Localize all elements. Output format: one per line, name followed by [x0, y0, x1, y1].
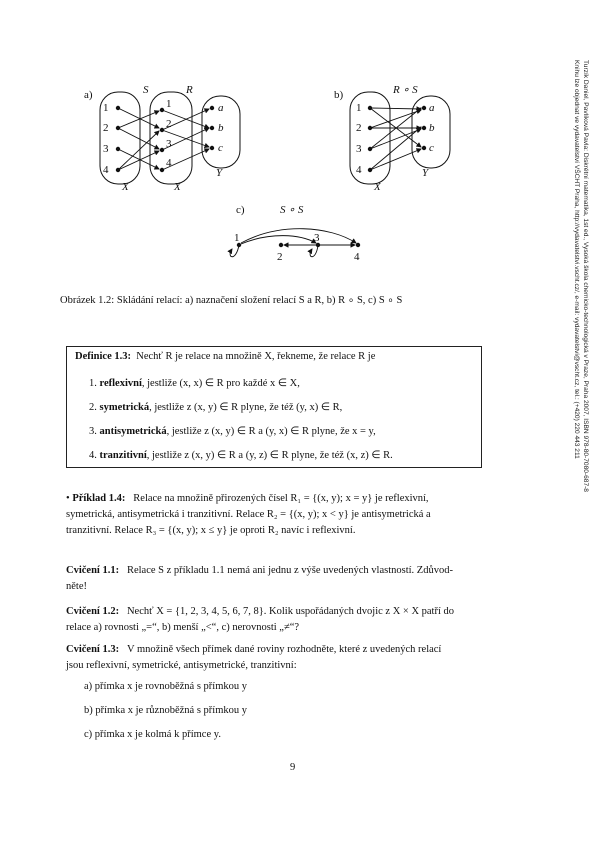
definition-title: Definice 1.3:: [75, 351, 131, 362]
node-label-b-c: c: [429, 142, 434, 154]
node-label-a-y2: 2: [166, 118, 172, 130]
exercise-text: jsou reflexivní, symetrické, antisymetrické, tranzitivní:: [66, 660, 297, 671]
node-label-a-a: a: [218, 102, 224, 114]
item-number: 4.: [89, 450, 97, 461]
set-y-label: Y: [216, 167, 223, 179]
bullet: •: [66, 493, 70, 504]
panel-a-label: a): [84, 89, 93, 101]
exercise-text: Relace S z příkladu 1.1 nemá ani jednu z výše uvedených vlastností. Zdůvod-: [126, 565, 453, 576]
node-label-a-c: c: [218, 142, 223, 154]
arrows-s: [118, 108, 159, 170]
sub-item: b) přímka x je různoběžná s přímkou y: [84, 705, 247, 716]
set-x-label-1: X: [122, 181, 129, 193]
node-label-a-x1: 1: [103, 102, 109, 114]
node-label-a-x3: 3: [103, 143, 109, 155]
sub-item: c) přímka x je kolmá k přímce y.: [84, 729, 221, 740]
item-number: 3.: [89, 426, 97, 437]
node-label-b-b: b: [429, 122, 435, 134]
set-y-label-b: Y: [422, 167, 429, 179]
item-number: 1.: [89, 378, 97, 389]
label-s: S: [143, 84, 149, 96]
label-ss: S ∘ S: [280, 204, 304, 216]
panel-b-label: b): [334, 89, 344, 101]
example-line-1: [66, 491, 538, 507]
node-label-b-2: 2: [356, 122, 362, 134]
node-label-a-y3: 3: [166, 138, 172, 150]
example-text-1: Relace na množině přirozených čísel R₁ = {(x, y); x = y} je reflexivní,: [133, 493, 429, 504]
example-text-2: symetrická, antisymetrická i tranzitivní. Relace R₂ = {(x, y); x < y} je antisymetrická a: [66, 509, 431, 520]
left-nodes: [116, 106, 214, 172]
item-text: , jestliže z (x, y) ∈ R plyne, že též (y, x) ∈ R,: [149, 402, 343, 413]
node-label-a-y4: 4: [166, 157, 172, 169]
node-label-b-a: a: [429, 102, 435, 114]
figure-caption: Obrázek 1.2: Skládání relací: a) naznačení složení relací S a R, b) R ∘ S, c) S ∘ S: [60, 295, 403, 306]
panel-c-label: c): [236, 204, 245, 216]
node-label-c-1: 1: [234, 232, 240, 244]
set-x-label-2: X: [174, 181, 181, 193]
node-label-c-3: 3: [314, 232, 320, 244]
node-label-c-2: 2: [277, 251, 283, 263]
side-note-line1: Turzík Daniel, Pavlíková Pavla: Diskrétní matematika, 1st ed., Vysoká škola chemicko-technologická v Praze, Praha 2007, ISBN 978-80-7080-687-8: [582, 60, 589, 492]
definition-item: [89, 449, 393, 461]
relation-diagrams: [0, 0, 600, 300]
node-label-a-x2: 2: [103, 122, 109, 134]
item-term: symetrická: [99, 402, 150, 413]
set-x-label-b: X: [374, 181, 381, 193]
node-label-b-4: 4: [356, 164, 362, 176]
exercise-title: Cvičení 1.2:: [66, 606, 120, 617]
example-title: Příklad 1.4:: [72, 493, 126, 504]
exercise-text: relace a) rovnosti „=“, b) menší „<“, c) nerovnosti „≠“?: [66, 622, 300, 633]
exercise-text: něte!: [66, 581, 87, 592]
definition-intro: Nechť R je relace na množině X, řekneme, že relace R je: [136, 351, 376, 362]
node-label-a-x4: 4: [103, 164, 109, 176]
item-number: 2.: [89, 402, 97, 413]
label-rs: R ∘ S: [393, 84, 418, 96]
exercise-text: Nechť X = {1, 2, 3, 4, 5, 6, 7, 8}. Kolik uspořádaných dvojic z X × X patří do: [126, 606, 455, 617]
definition-heading: [75, 351, 375, 362]
arrows-ss: [230, 229, 356, 257]
exercise-title: Cvičení 1.3:: [66, 644, 120, 655]
example-block: [66, 491, 538, 539]
label-r: R: [186, 84, 193, 96]
item-text: , jestliže z (x, y) ∈ R a (y, x) ∈ R plyne, že x = y,: [166, 426, 376, 437]
node-label-b-3: 3: [356, 143, 362, 155]
example-text-3: tranzitivní. Relace R₃ = {(x, y); x ≤ y} je oproti R₂ navíc i reflexivní.: [66, 525, 356, 536]
node-label-c-4: 4: [354, 251, 360, 263]
node-label-a-b: b: [218, 122, 224, 134]
definition-item: [89, 401, 342, 413]
item-text: , jestliže (x, x) ∈ R pro každé x ∈ X,: [141, 378, 300, 389]
definition-item: [89, 377, 300, 389]
sub-item: a) přímka x je rovnoběžná s přímkou y: [84, 681, 247, 692]
side-note-line2: Knihu lze objednat ve vydavatelství VŠCHT Praha, http://vydavatelstvi.vscht.cz/, e-mail: vydavatelstvi@vscht.cz, tel.: (+420) 220 443 211: [573, 60, 580, 459]
exercise-title: Cvičení 1.1:: [66, 565, 120, 576]
node-label-b-1: 1: [356, 102, 362, 114]
exercise-3: [66, 642, 538, 674]
exercise-2: [66, 604, 538, 636]
item-term: tranzitivní: [99, 450, 147, 461]
definition-item: [89, 425, 376, 437]
item-term: antisymetrická: [99, 426, 167, 437]
arrows-rs: [370, 108, 421, 170]
sub-items: [84, 679, 504, 743]
exercise-1: [66, 563, 538, 595]
exercise-text: V množině všech přímek dané roviny rozhodněte, které z uvedených relací: [126, 644, 442, 655]
node-label-a-y1: 1: [166, 98, 172, 110]
page-number: 9: [290, 762, 296, 773]
definition-box: [66, 346, 482, 468]
item-text: , jestliže z (x, y) ∈ R a (y, z) ∈ R plyne, že též (x, z) ∈ R.: [146, 450, 393, 461]
item-term: reflexivní: [99, 378, 142, 389]
